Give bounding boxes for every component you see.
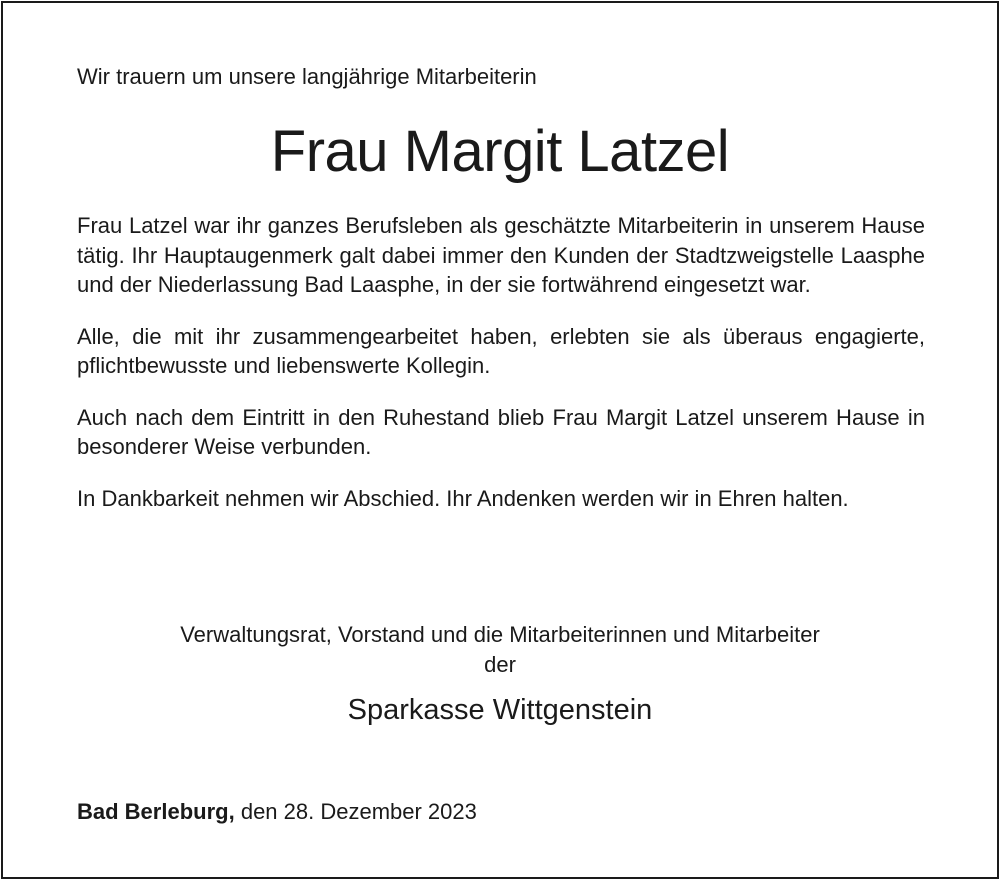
signers-connector: der <box>484 652 516 677</box>
intro-line: Wir trauern um unsere langjährige Mitarbeiterin <box>77 64 537 89</box>
dateline-date: den 28. Dezember 2023 <box>240 799 477 824</box>
notice-body <box>77 211 925 535</box>
paragraph-colleagues: Alle, die mit ihr zusammengearbeitet haben, erlebten sie als überaus engagierte, pflichtbewusste und liebenswerte Kollegin. <box>77 323 925 378</box>
obituary-notice <box>1 1 999 879</box>
dateline-place: Bad Berleburg, <box>77 799 235 824</box>
paragraph-career: Frau Latzel war ihr ganzes Berufsleben als geschätzte Mitarbeiterin in unserem Hause tätig. Ihr Hauptaugenmerk galt dabei immer den Kunden der Stadtzweigstelle Laasphe und der Niederlassung Bad Laasphe, in der sie fortwährend eingesetzt war. <box>77 213 925 297</box>
signers-line: Verwaltungsrat, Vorstand und die Mitarbeiterinnen und Mitarbeiter <box>180 622 820 647</box>
paragraph-farewell: In Dankbarkeit nehmen wir Abschied. Ihr Andenken werden wir in Ehren halten. <box>77 485 849 511</box>
dateline <box>77 798 477 826</box>
company-name: Sparkasse Wittgenstein <box>347 694 653 726</box>
deceased-name: Frau Margit Latzel <box>270 119 730 184</box>
signers-block <box>3 620 997 680</box>
paragraph-retirement: Auch nach dem Eintritt in den Ruhestand blieb Frau Margit Latzel unserem Hause in besonderer Weise verbunden. <box>77 404 925 459</box>
